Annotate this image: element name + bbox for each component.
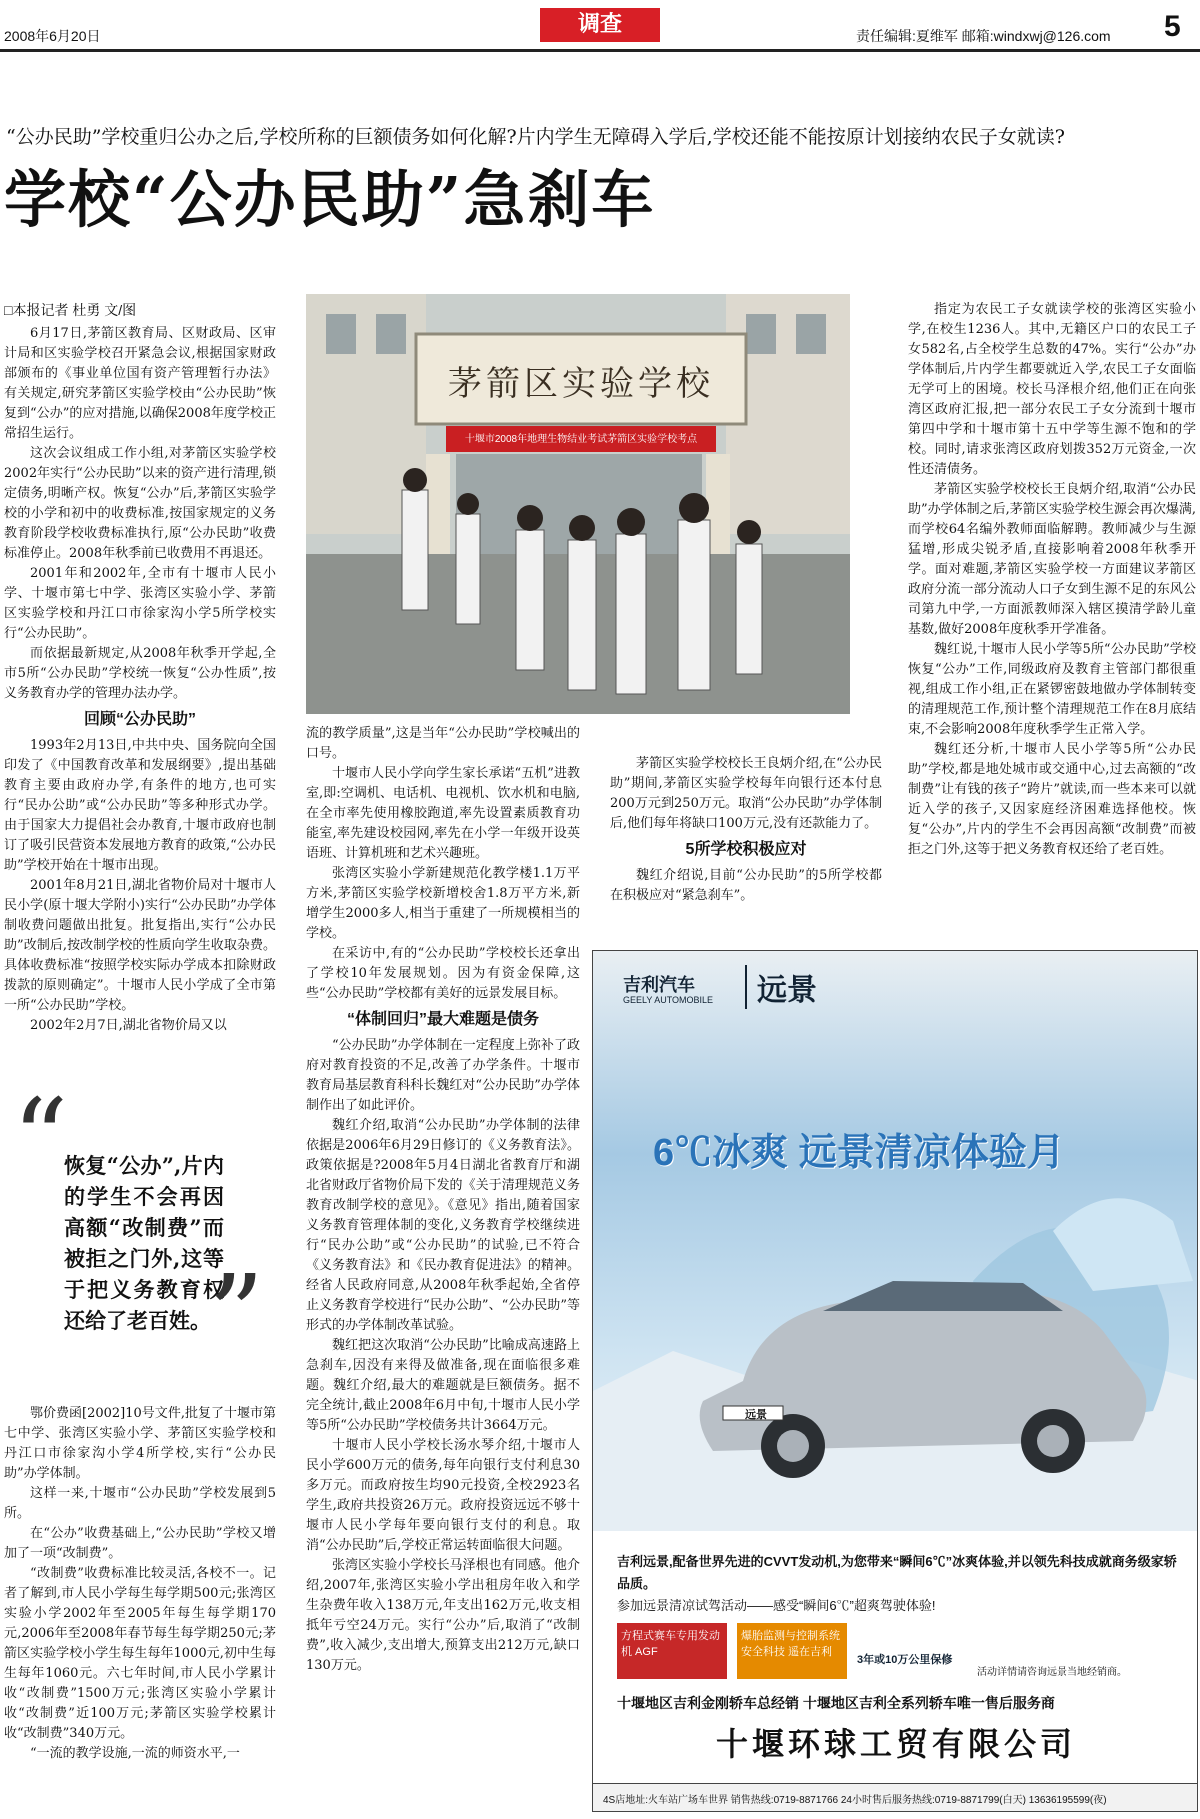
column-1-continued xyxy=(4,1404,276,1804)
paragraph: 魏红介绍说,目前“公办民助”的5所学校都在积极应对“紧急刹车”。 xyxy=(610,868,882,903)
paragraph: 鄂价费函[2002]10号文件,批复了十堰市第七中学、张湾区实验小学、茅箭区实验学校和丹江口市徐家沟小学4所学校,实行“公办民助”办学体制。 xyxy=(4,1406,276,1481)
paragraph: 茅箭区实验学校校长王良炳介绍,在“公办民助”期间,茅箭区实验学校每年向银行还本付息200万元到250万元。取消“公办民助”办学体制后,他们每年将缺口100万元,没有还款能力了。 xyxy=(610,756,882,831)
tire-safety-badge: 爆胎监测与控制系统 安全科技 遥在吉利 xyxy=(737,1623,847,1679)
editor-info: 责任编辑:夏维军 邮箱:windxwj@126.com xyxy=(856,28,1111,44)
ad-body-line2: 参加远景清凉试驾活动——感受“瞬间6℃”超爽驾驶体验! xyxy=(617,1598,936,1613)
ad-model: 远景 xyxy=(745,965,817,1009)
school-gate-photo xyxy=(306,294,850,714)
ad-body-line1: 吉利远景,配备世界先进的CVVT发动机,为您带来“瞬间6℃”冰爽体验,并以领先科技成就商务级家轿品质。 xyxy=(617,1554,1177,1591)
paragraph: 1993年2月13日,中共中央、国务院向全国印发了《中国教育改革和发展纲要》,提出基础教育主要由政府办学,有条件的地方,也可实行“民办公助”或“公办民助”等多种形式办学。由于国家大力提倡社会办教育,十堰市政府也制订了吸引民营资本发展地方教育的政策,“公办民助”学校开始在十堰市出现。 xyxy=(4,738,276,873)
paragraph: “改制费”收费标准比较灵活,各校不一。记者了解到,市人民小学每生每学期500元;张湾区实验小学2002年至2005年每生每学期170元,2006年至2008年春节每生每学期250元;茅箭区实验学校小学生每生每年1000元,初中生每生每年1060元。六七年时间,市人民小学累计收“改制费”1500万元;张湾区实验小学累计收“改制费”近100万元;茅箭区实验学校累计收“改制费”340万元。 xyxy=(4,1566,276,1741)
paragraph: 十堰市人民小学校长汤水琴介绍,十堰市人民小学600万元的债务,每年向银行支付利息30多万元。而政府按生均90元投资,全校2923名学生,政府共投资26万元。政府投资远远不够十堰市人民小学每年要向银行支付的利息。取消“公办民助”后,学校正常运转面临很大问题。 xyxy=(306,1438,580,1553)
ad-company: 十堰环球工贸有限公司 xyxy=(715,1726,1076,1762)
open-quote-icon: “ xyxy=(12,1075,69,1203)
article-kicker: “公办民助”学校重归公办之后,学校所称的巨额债务如何化解?片内学生无障碍入学后,学校还能不能按原计划接纳农民子女就读? xyxy=(6,126,1065,148)
paragraph: 魏红介绍,取消“公办民助”办学体制的法律依据是2006年6月29日修订的《义务教育法》。政策依据是?2008年5月4日湖北省教育厅和湖北省财政厅省物价局下发的《关于清理规范义务教育改制学校的意见》。《意见》指出,随着国家义务教育管理体制的变化,义务教育学校继续进行“民办公助”或“公办民助”的试验,已不符合《义务教育法》和《民办教育促进法》的精神。经省人民政府同意,从2008年秋季起始,全省停止义务教育学校进行“民办公助”、“公办民助”等形式的办学体制改革试验。 xyxy=(306,1118,580,1333)
paragraph: 张湾区实验小学新建规范化教学楼1.1万平方米,茅箭区实验学校新增校舍1.8万平方米,新增学生2000多人,相当于重建了一所规模相当的学校。 xyxy=(306,866,580,941)
paragraph: 魏红还分析,十堰市人民小学等5所“公办民助”学校,都是地处城市或交通中心,过去高额的“改制费”让有钱的孩子“跨片”就读,而一些本来可以就近入学的孩子,又因家庭经济困难选择他校。恢复“公办”,片内的学生不会再因高额“改制费”而被拒之门外,这等于把义务教育权还给了老百姓。 xyxy=(908,742,1196,857)
paragraph: “公办民助”办学体制在一定程度上弥补了政府对教育投资的不足,改善了办学条件。十堰市教育局基层教育科科长魏红对“公办民助”办学体制作出了如此评价。 xyxy=(306,1038,580,1113)
ad-illustration xyxy=(593,951,1198,1531)
paragraph: 在采访中,有的“公办民助”学校校长还拿出了学校10年发展规划。因为有资金保障,这些“公办民助”学校都有美好的远景发展目标。 xyxy=(306,946,580,1001)
ad-note: 活动详情请咨询远景当地经销商。 xyxy=(977,1667,1127,1678)
paragraph: 2002年2月7日,湖北省物价局又以 xyxy=(30,1018,227,1033)
ad-background xyxy=(593,951,1198,1531)
close-quote-icon: ” xyxy=(208,1251,265,1379)
paragraph: 指定为农民工子女就读学校的张湾区实验小学,在校生1236人。其中,无籍区户口的农民工子女582名,占全校学生总数的47%。实行“公办”办学体制后,片内学生都要就近入学,农民工子女面临无学可上的困境。校长马泽根介绍,他们正在向张湾区政府汇报,把一部分农民工子女分流到十堰市第四中学和十堰市第十五中学等生源不饱和的学校。同时,请求张湾区政府划拨352万元资金,一次性还清债务。 xyxy=(908,302,1196,477)
paragraph: 这次会议组成工作小组,对茅箭区实验学校2002年实行“公办民助”以来的资产进行清理,锁定债务,明晰产权。恢复“公办”后,茅箭区实验学校的小学和初中的收费标准,按国家规定的义务教育阶段学校收费标准执行,原“公办民助”收费标准停止。2008年秋季前已收费用不再退还。 xyxy=(4,446,276,561)
ad-plate: 远景 xyxy=(745,1409,767,1421)
car-advertisement xyxy=(592,950,1198,1812)
paragraph: 魏红说,十堰市人民小学等5所“公办民助”学校恢复“公办”工作,同级政府及教育主管部门都很重视,组成工作小组,正在紧锣密鼓地做办学体制转变的清理规范工作,预计整个清理规范工作在8月底结束,不会影响2008年度秋季学生正常入学。 xyxy=(908,642,1196,737)
paragraph: 张湾区实验小学校长马泽根也有同感。他介绍,2007年,张湾区实验小学出租房年收入和学生杂费年收入138万元,年支出162万元,收支相抵年亏空24万元。实行“公办”后,取消了“改制费”,收入减少,支出增大,预算支出212万元,缺口130万元。 xyxy=(306,1558,580,1673)
pull-quote xyxy=(12,1075,292,1390)
paragraph: 2001年8月21日,湖北省物价局对十堰市人民小学(原十堰大学附小)实行“公办民助”办学体制收费问题做出批复。批复指出,实行“公办民助”改制后,按改制学校的性质向学生收取杂费。具体收费标准“按照学校实际办学成本扣除财政拨款的原则确定”。十堰市人民小学成了全市第一所“公办民助”学校。 xyxy=(4,878,276,1013)
school-gate-sign: 茅箭区实验学校 xyxy=(448,364,714,404)
ad-badges xyxy=(617,1623,1187,1683)
warranty-badge: 3年或10万公里保修 xyxy=(857,1654,953,1666)
pull-quote-text: 恢复“公办”,片内的学生不会再因高额“改制费”而被拒之门外,这等于把义务教育权还给了老百姓。 xyxy=(64,1153,224,1333)
page-header xyxy=(0,0,1200,52)
column-3 xyxy=(610,754,882,944)
ad-body xyxy=(617,1551,1187,1617)
paragraph: 2001年和2002年,全市有十堰市人民小学、十堰市第七中学、张湾区实验小学、茅箭区实验学校和丹江口市徐家沟小学5所学校实行“公办民助”。 xyxy=(4,566,276,641)
paragraph: “一流的教学设施,一流的师资水平,一 xyxy=(30,1746,240,1761)
column-4 xyxy=(908,300,1196,940)
page-number: 5 xyxy=(1164,10,1181,43)
section-tag: 调查 xyxy=(540,8,660,42)
paragraph: 茅箭区实验学校校长王良炳介绍,取消“公办民助”办学体制之后,茅箭区实验学校生源会再次爆满,而学校64名编外教师面临解聘。教师减少与生源猛增,形成尖锐矛盾,直接影响着2008年秋季开学。面对难题,茅箭区实验学校一方面建议茅箭区政府分流一部分流动人口子女到生源不足的东风公司第九中学,一方面派教师深入辖区摸清学龄儿童基数,做好2008年度秋季开学准备。 xyxy=(908,482,1196,637)
paragraph: 魏红把这次取消“公办民助”比喻成高速路上急刹车,因没有来得及做准备,现在面临很多难题。魏红介绍,最大的难题就是巨额债务。据不完全统计,截止2008年6月中旬,十堰市人民小学等5所“公办民助”学校债务共计3664万元。 xyxy=(306,1338,580,1433)
subhead-response: 5所学校积极应对 xyxy=(685,841,807,858)
paragraph: 十堰市人民小学向学生家长承诺“五机”进教室,即:空调机、电话机、电视机、饮水机和电脑,在全市率先使用橡胶跑道,率先设置素质教育功能室,率先建设校园网,率先在小学一年级开设英语班、计算机班和艺术兴趣班。 xyxy=(306,766,580,861)
subhead-review: 回顾“公办民助” xyxy=(83,711,196,728)
ad-brand: 吉利汽车 xyxy=(623,975,695,995)
paragraph: 在“公办”收费基础上,“公办民助”学校又增加了一项“改制费”。 xyxy=(4,1526,276,1561)
paragraph: 6月17日,茅箭区教育局、区财政局、区审计局和区实验学校召开紧急会议,根据国家财政部颁布的《事业单位国有资产管理暂行办法》有关规定,研究茅箭区实验学校由“公办民助”恢复到“公办”的应对措施,以确保2008年度学校正常招生运行。 xyxy=(4,326,276,441)
engine-badge: 方程式赛车专用发动机 AGF xyxy=(617,1623,727,1679)
paragraph: 流的教学质量”,这是当年“公办民助”学校喊出的口号。 xyxy=(306,726,580,761)
ad-headline: 6℃冰爽 远景清凉体验月 xyxy=(653,1132,1065,1174)
ad-dealer-line: 十堰地区吉利金刚轿车总经销 十堰地区吉利全系列轿车唯一售后服务商 xyxy=(617,1695,1055,1711)
article-headline: 学校“公办民助”急刹车 xyxy=(4,163,656,236)
exam-banner: 十堰市2008年地理生物结业考试茅箭区实验学校考点 xyxy=(464,434,698,445)
issue-date: 2008年6月20日 xyxy=(4,28,101,44)
column-1 xyxy=(4,300,276,1100)
paragraph: 这样一来,十堰市“公办民助”学校发展到5所。 xyxy=(4,1486,276,1521)
ad-contact: 4S店地址:火车站广场车世界 销售热线:0719-8871766 24小时售后服务热线:0719-8871799(白天) 13636195599(夜) xyxy=(593,1783,1198,1811)
subhead-debt: “体制回归”最大难题是债务 xyxy=(346,1011,539,1028)
paragraph: 而依据最新规定,从2008年秋季开学起,全市5所“公办民助”学校统一恢复“公办性质”,按义务教育办学的管理办法办学。 xyxy=(4,646,276,701)
byline: □本报记者 杜勇 文/图 xyxy=(4,302,137,318)
ad-brand-en: GEELY AUTOMOBILE xyxy=(623,995,714,1005)
column-2 xyxy=(306,724,580,1804)
